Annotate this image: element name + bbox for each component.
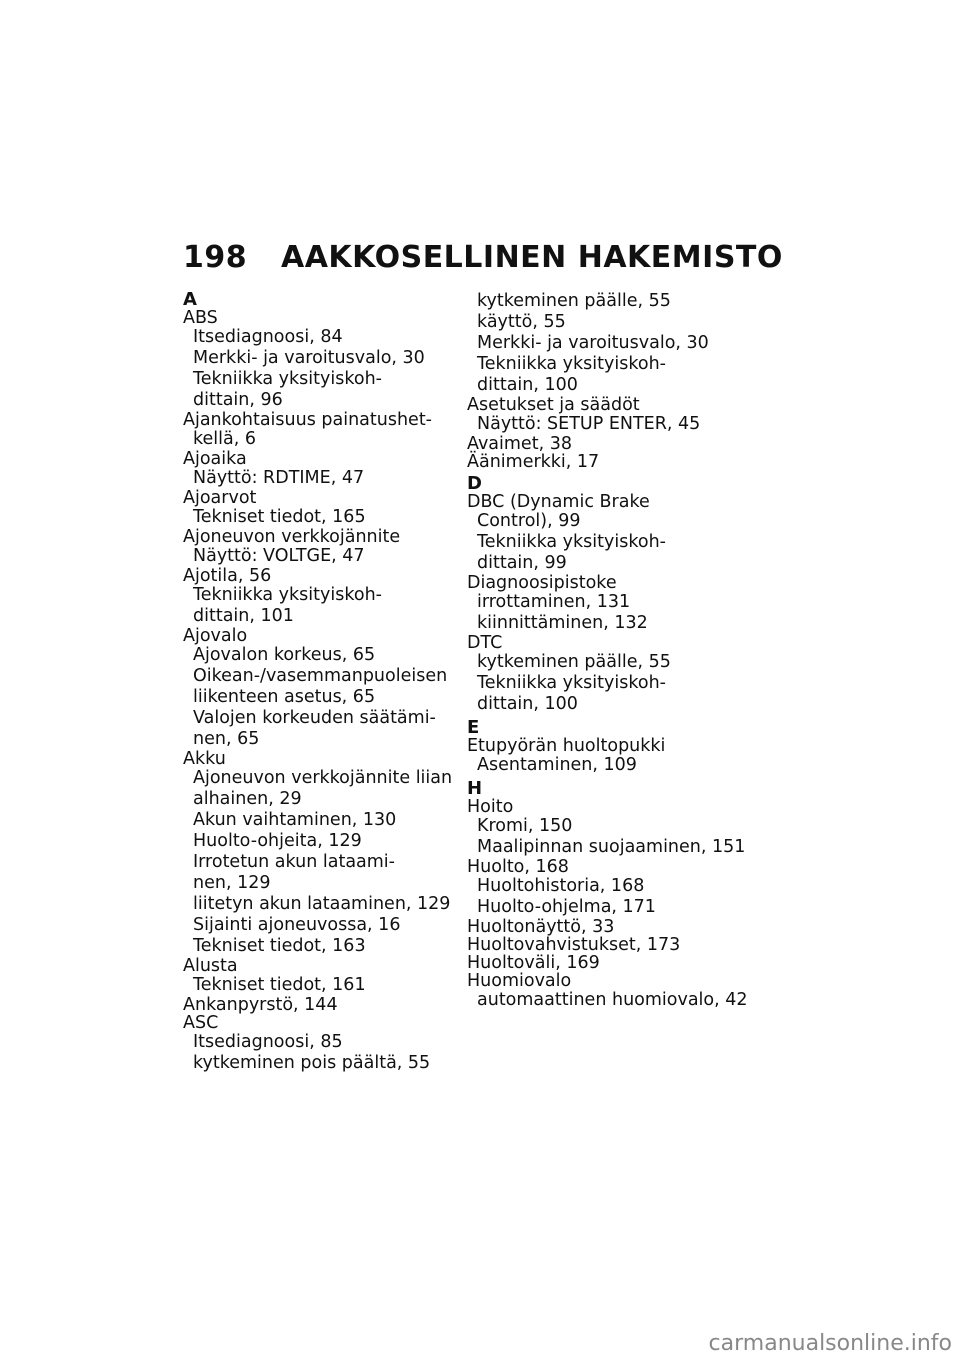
index-subentry: automaattinen huomiovalo, 42 — [477, 990, 748, 1010]
index-term: Ajoarvot — [183, 488, 257, 508]
index-subentry: Tekniset tiedot, 165 — [193, 507, 366, 527]
index-subentry: Merkki- ja varoitusvalo, 30 — [193, 348, 425, 368]
index-letter-heading: D — [467, 473, 482, 494]
index-term: Ankanpyrstö, 144 — [183, 995, 338, 1015]
index-subentry: dittain, 96 — [193, 390, 283, 410]
index-term: Huoltovahvistukset, 173 — [467, 935, 681, 955]
index-subentry: kellä, 6 — [193, 429, 256, 449]
index-term: Avaimet, 38 — [467, 434, 572, 454]
index-letter-heading: H — [467, 778, 483, 799]
index-subentry: Control), 99 — [477, 511, 581, 531]
index-term: Ajovalo — [183, 626, 248, 646]
watermark: carmanualsonline.info — [708, 1331, 952, 1356]
index-subentry: Huolto-ohjelma, 171 — [477, 897, 656, 917]
index-subentry: nen, 65 — [193, 729, 260, 749]
index-subentry: dittain, 101 — [193, 606, 294, 626]
index-letter-heading: E — [467, 717, 480, 738]
index-term: Ajoaika — [183, 449, 247, 469]
index-term: Äänimerkki, 17 — [467, 452, 600, 472]
index-term: DTC — [467, 633, 503, 653]
index-term: Etupyörän huoltopukki — [467, 736, 666, 756]
index-subentry: Tekniikka yksityiskoh- — [477, 673, 666, 693]
index-subentry: Asentaminen, 109 — [477, 755, 637, 775]
index-subentry: Huolto-ohjeita, 129 — [193, 831, 362, 851]
index-subentry: Tekniikka yksityiskoh- — [193, 369, 382, 389]
index-term: Huoltoväli, 169 — [467, 953, 600, 973]
index-term: ASC — [183, 1013, 219, 1033]
index-subentry: Ajoneuvon verkkojännite liian — [193, 768, 453, 788]
index-subentry: Tekniset tiedot, 161 — [193, 975, 366, 995]
index-term: Diagnoosipistoke — [467, 573, 617, 593]
index-column-right — [467, 291, 748, 1011]
index-term: Ajoneuvon verkkojännite — [183, 527, 401, 547]
index-subentry: Maalipinnan suojaaminen, 151 — [477, 837, 746, 857]
index-subentry: Tekniikka yksityiskoh- — [477, 354, 666, 374]
index-term: Ajotila, 56 — [183, 566, 272, 586]
index-subentry: Näyttö: SETUP ENTER, 45 — [477, 414, 701, 434]
index-term: Huoltonäyttö, 33 — [467, 917, 615, 937]
index-subentry: Merkki- ja varoitusvalo, 30 — [477, 333, 709, 353]
index-subentry: Tekniikka yksityiskoh- — [477, 532, 666, 552]
page-number: 198 — [183, 240, 248, 275]
index-subentry: irrottaminen, 131 — [477, 592, 631, 612]
index-subentry: dittain, 99 — [477, 553, 567, 573]
index-subentry: Valojen korkeuden säätämi- — [193, 708, 436, 728]
index-term: Huomiovalo — [467, 971, 572, 991]
index-subentry: Itsediagnoosi, 85 — [193, 1032, 343, 1052]
index-column-left — [183, 287, 453, 1074]
index-subentry: dittain, 100 — [477, 694, 578, 714]
index-subentry: Oikean-/vasemmanpuoleisen — [193, 666, 448, 686]
index-subentry: liitetyn akun lataaminen, 129 — [193, 894, 451, 914]
index-term: DBC (Dynamic Brake — [467, 492, 650, 512]
index-subentry: kiinnittäminen, 132 — [477, 613, 648, 633]
index-subentry: Sijainti ajoneuvossa, 16 — [193, 915, 401, 935]
index-subentry: kytkeminen päälle, 55 — [477, 652, 671, 672]
index-subentry: Näyttö: VOLTGE, 47 — [193, 546, 365, 566]
index-subentry: Kromi, 150 — [477, 816, 573, 836]
index-subentry: Tekniikka yksityiskoh- — [193, 585, 382, 605]
index-subentry: alhainen, 29 — [193, 789, 302, 809]
index-subentry: Irrotetun akun lataami- — [193, 852, 395, 872]
index-term: Asetukset ja säädöt — [467, 395, 640, 415]
index-subentry: Akun vaihtaminen, 130 — [193, 810, 397, 830]
index-term: Hoito — [467, 797, 514, 817]
index-subentry: käyttö, 55 — [477, 312, 566, 332]
index-subentry: Ajovalon korkeus, 65 — [193, 645, 376, 665]
page-title: AAKKOSELLINEN HAKEMISTO — [281, 240, 783, 275]
index-letter-heading: A — [183, 289, 197, 310]
index-term: Alusta — [183, 956, 238, 976]
index-subentry: Itsediagnoosi, 84 — [193, 327, 343, 347]
index-subentry: Näyttö: RDTIME, 47 — [193, 468, 365, 488]
index-term: Ajankohtaisuus painatushet- — [183, 410, 432, 430]
index-subentry: liikenteen asetus, 65 — [193, 687, 376, 707]
index-subentry: kytkeminen päälle, 55 — [477, 291, 671, 311]
index-subentry: Huoltohistoria, 168 — [477, 876, 645, 896]
index-subentry: dittain, 100 — [477, 375, 578, 395]
index-term: Akku — [183, 749, 226, 769]
index-subentry: Tekniset tiedot, 163 — [193, 936, 366, 956]
page-header — [183, 240, 783, 276]
index-subentry: nen, 129 — [193, 873, 271, 893]
index-term: Huolto, 168 — [467, 857, 569, 877]
index-term: ABS — [183, 308, 218, 328]
index-subentry: kytkeminen pois päältä, 55 — [193, 1053, 431, 1073]
